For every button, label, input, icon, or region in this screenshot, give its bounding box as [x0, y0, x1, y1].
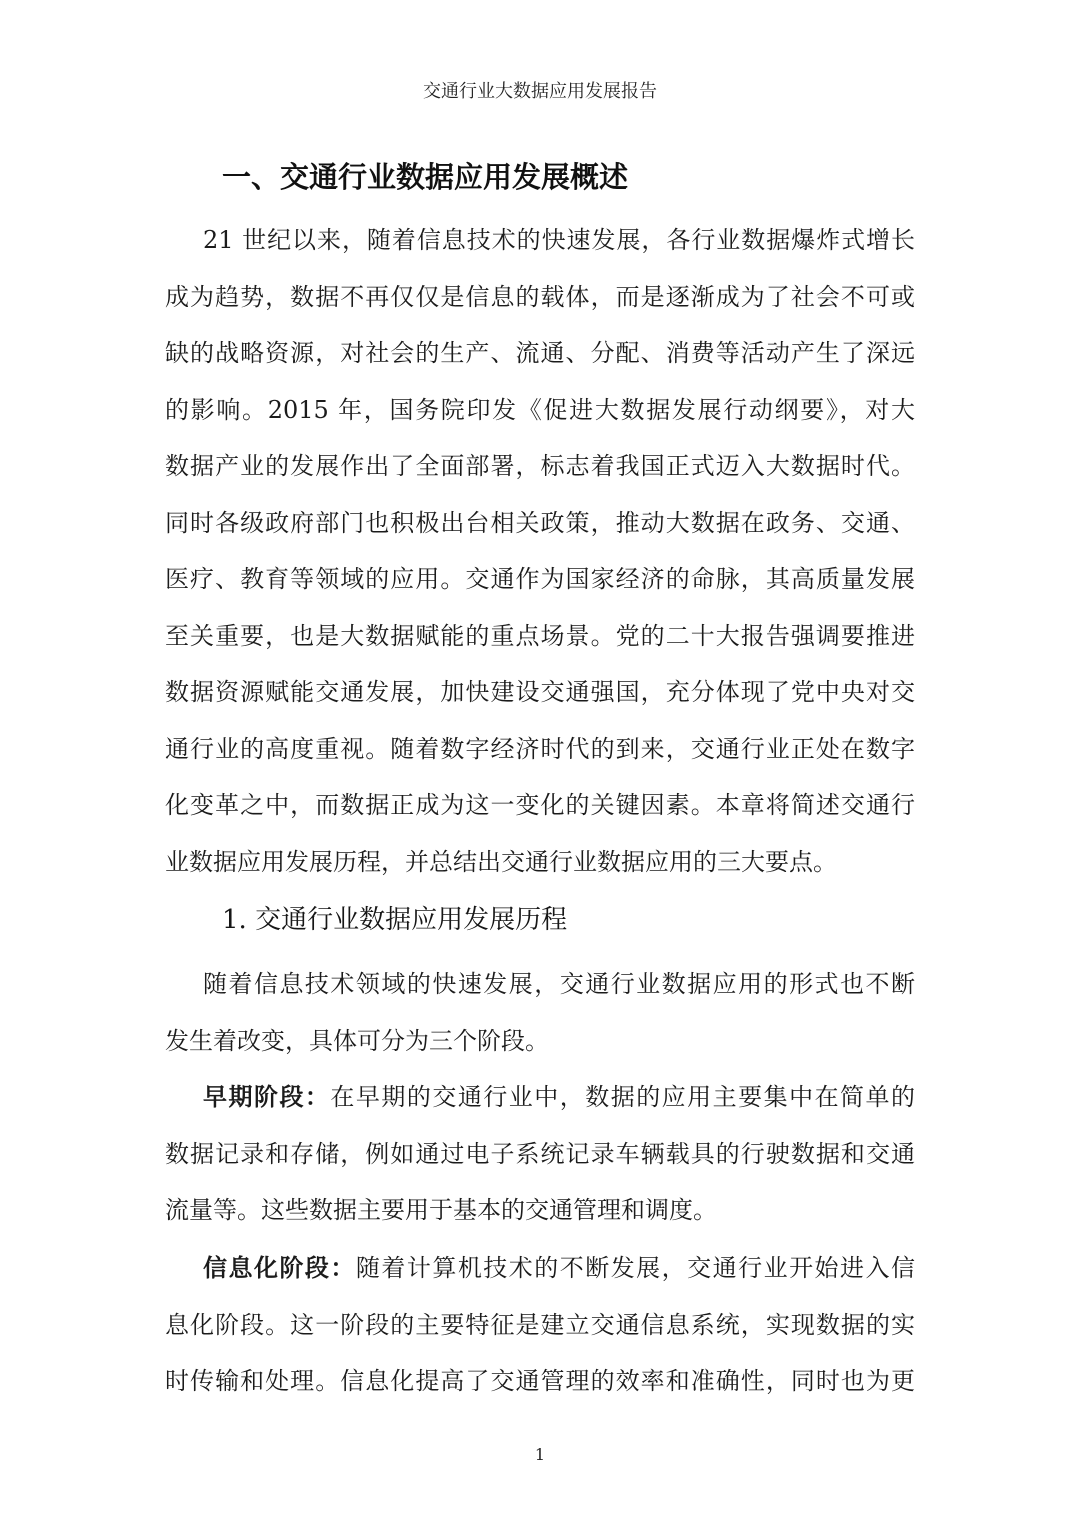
section-title: 一、交通行业数据应用发展概述 [222, 160, 629, 194]
paragraph-line: 息化阶段。这一阶段的主要特征是建立交通信息系统，实现数据的实 [165, 1310, 915, 1339]
stage-early-paragraph [165, 1069, 915, 1239]
paragraph-line: 的影响。2015 年，国务院印发《促进大数据发展行动纲要》，对大 [165, 395, 915, 424]
paragraph-line: 随着信息技术领域的快速发展，交通行业数据应用的形式也不断 [203, 970, 915, 998]
paragraph-line [165, 1069, 915, 1126]
intro-paragraph [165, 212, 915, 890]
paragraph-line: 数据资源赋能交通发展，加快建设交通强国，充分体现了党中央对交 [165, 678, 915, 706]
stage-text: 在早期的交通行业中，数据的应用主要集中在简单的 [330, 1083, 915, 1111]
paragraph-line: 通行业的高度重视。随着数字经济时代的到来，交通行业正处在数字 [165, 734, 915, 763]
page-number: 1 [534, 1445, 546, 1464]
paragraph-line: 医疗、教育等领域的应用。交通作为国家经济的命脉，其高质量发展 [165, 565, 915, 593]
paragraph-line: 成为趋势，数据不再仅仅是信息的载体，而是逐渐成为了社会不可或 [165, 282, 915, 311]
paragraph-line [165, 1240, 915, 1297]
stages-intro-paragraph [165, 956, 915, 1069]
paragraph-line: 至关重要，也是大数据赋能的重点场景。党的二十大报告强调要推进 [165, 621, 915, 650]
paragraph-line: 数据记录和存储，例如通过电子系统记录车辆载具的行驶数据和交通 [165, 1139, 915, 1168]
paragraph-line: 21 世纪以来，随着信息技术的快速发展，各行业数据爆炸式增长 [203, 226, 915, 254]
subsection-title: 1. 交通行业数据应用发展历程 [222, 905, 568, 935]
paragraph-line: 流量等。这些数据主要用于基本的交通管理和调度。 [165, 1196, 717, 1224]
stage-label: 信息化阶段： [203, 1253, 356, 1282]
stage-label: 早期阶段： [203, 1082, 331, 1111]
paragraph-line: 业数据应用发展历程，并总结出交通行业数据应用的三大要点。 [165, 847, 837, 876]
paragraph-line: 发生着改变，具体可分为三个阶段。 [165, 1026, 549, 1055]
paragraph-line: 化变革之中，而数据正成为这一变化的关键因素。本章将简述交通行 [165, 791, 915, 819]
stage-text: 随着计算机技术的不断发展，交通行业开始进入信 [355, 1254, 915, 1282]
running-header: 交通行业大数据应用发展报告 [423, 81, 657, 102]
paragraph-line: 数据产业的发展作出了全面部署，标志着我国正式迈入大数据时代。 [165, 452, 915, 480]
stage-informatization-paragraph [165, 1240, 915, 1410]
paragraph-line: 时传输和处理。信息化提高了交通管理的效率和准确性，同时也为更 [165, 1367, 915, 1395]
paragraph-line: 缺的战略资源，对社会的生产、流通、分配、消费等活动产生了深远 [165, 339, 915, 367]
paragraph-line: 同时各级政府部门也积极出台相关政策，推动大数据在政务、交通、 [165, 508, 915, 537]
